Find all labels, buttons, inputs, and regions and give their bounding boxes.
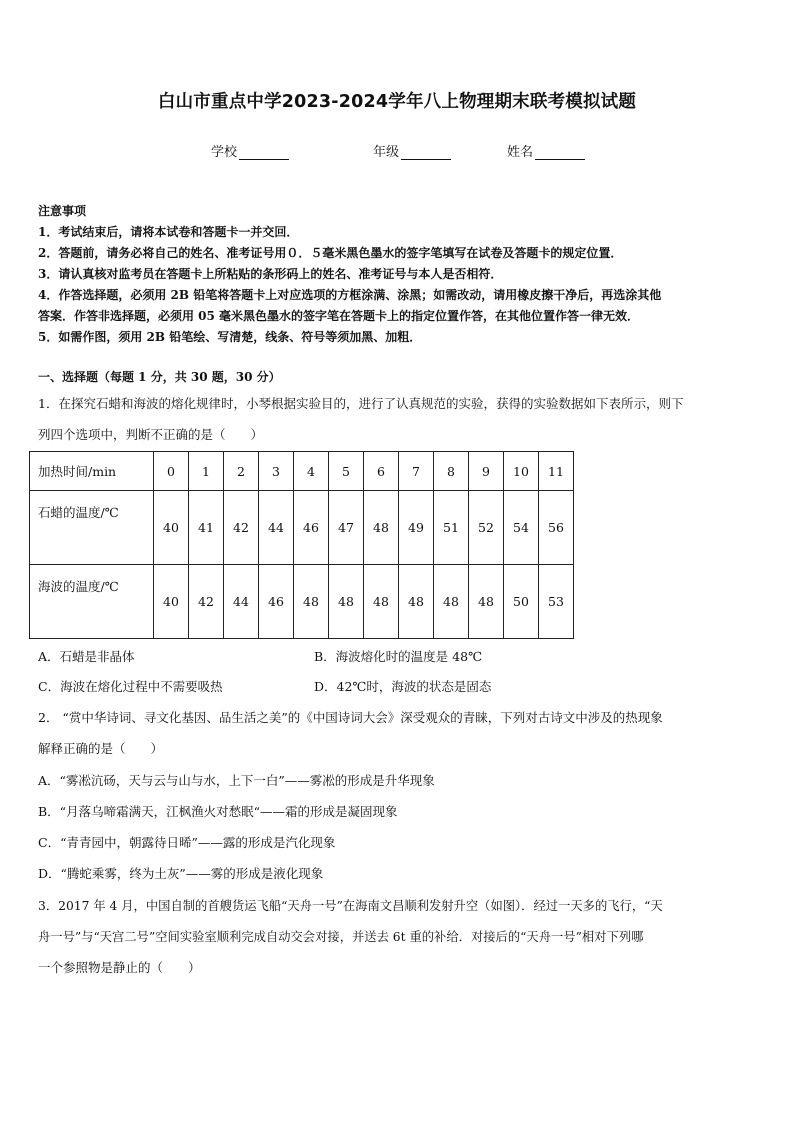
table-cell: 47 (329, 491, 364, 565)
notes-heading: 注意事项 (38, 204, 87, 218)
table-cell: 0 (154, 452, 189, 491)
table-cell: 40 (154, 491, 189, 565)
hypo-label: 海波的温度/℃ (38, 579, 119, 594)
q2-stem-line2: 解释正确的是（ ） (38, 741, 164, 756)
table-cell: 56 (539, 491, 574, 565)
table-cell: 50 (504, 565, 539, 639)
school-field (211, 141, 289, 160)
note-item: 2．答题前，请务必将自己的姓名、准考证号用０．５毫米黑色墨水的签字笔填写在试卷及答题卡的规定位置． (38, 246, 623, 260)
grade-blank (401, 146, 451, 160)
q1-option-d: D．42℃时，海波的状态是固态 (314, 679, 492, 694)
name-blank (535, 146, 585, 160)
data-table (29, 451, 574, 639)
time-label: 加热时间/min (30, 452, 154, 491)
table-cell: 40 (154, 565, 189, 639)
q1-option-a: A．石蜡是非晶体 (38, 649, 135, 664)
q1-option-b: B．海波熔化时的温度是 48℃ (314, 649, 483, 664)
table-cell: 48 (329, 565, 364, 639)
table-cell: 48 (434, 565, 469, 639)
q3-stem-line1: 3．2017 年 4 月，中国自制的首艘货运飞船“天舟一号”在海南文昌顺利发射升空（如图）．经过一天多的飞行，“天 (38, 899, 663, 913)
table-row (30, 565, 574, 639)
page-title: 白山市重点中学2023-2024学年八上物理期末联考模拟试题 (157, 92, 637, 112)
paraffin-label-cell (30, 491, 154, 565)
table-cell: 48 (364, 491, 399, 565)
table-cell: 51 (434, 491, 469, 565)
q1-stem-line2: 列四个选项中，判断不正确的是（ ） (38, 427, 264, 442)
note-item: 3．请认真核对监考员在答题卡上所粘贴的条形码上的姓名、准考证号与本人是否相符． (38, 267, 503, 281)
grade-field (373, 141, 451, 160)
school-blank (239, 146, 289, 160)
table-cell: 42 (224, 491, 259, 565)
table-cell: 41 (189, 491, 224, 565)
note-item: 1．考试结束后，请将本试卷和答题卡一并交回． (38, 225, 299, 239)
table-cell: 46 (294, 491, 329, 565)
section-heading: 一、选择题（每题 1 分，共 30 题，30 分） (38, 370, 281, 384)
name-field (507, 141, 585, 160)
table-cell: 46 (259, 565, 294, 639)
grade-label: 年级 (373, 145, 400, 160)
q1-stem-line1: 1．在探究石蜡和海波的熔化规律时，小琴根据实验目的，进行了认真规范的实验，获得的实验数据如下表所示，则下 (38, 396, 684, 411)
note-item: 5．如需作图，须用 2B 铅笔绘、写清楚，线条、符号等须加黑、加粗． (38, 330, 422, 344)
table-cell: 42 (189, 565, 224, 639)
table-cell: 3 (259, 452, 294, 491)
table-cell: 53 (539, 565, 574, 639)
table-cell: 49 (399, 491, 434, 565)
table-cell: 48 (469, 565, 504, 639)
q3-stem-line2: 舟一号”与“天宫二号”空间实验室顺利完成自动交会对接，并送去 6t 重的补给．对接后的“天舟一号”相对下列哪 (38, 930, 644, 944)
hypo-label-cell (30, 565, 154, 639)
note-item: 4．作答选择题，必须用 2B 铅笔将答题卡上对应选项的方框涂满、涂黑；如需改动，请用橡皮擦干净后，再选涂其他 (38, 288, 662, 302)
paraffin-label: 石蜡的温度/℃ (38, 505, 119, 520)
table-cell: 1 (189, 452, 224, 491)
table-cell: 44 (224, 565, 259, 639)
table-cell: 6 (364, 452, 399, 491)
name-label: 姓名 (507, 145, 534, 160)
q3-stem-line3: 一个参照物是静止的（ ） (38, 960, 201, 975)
note-item: 答案．作答非选择题，必须用 05 毫米黑色墨水的签字笔在答题卡上的指定位置作答，在其他位置作答一律无效． (38, 309, 640, 323)
table-cell: 11 (539, 452, 574, 491)
q2-option-b: B．“月落乌啼霜满天，江枫渔火对愁眠“——霜的形成是凝固现象 (38, 804, 398, 819)
table-cell: 5 (329, 452, 364, 491)
table-cell: 4 (294, 452, 329, 491)
table-header-row (30, 452, 574, 491)
q2-stem-line1: 2． “赏中华诗词、寻文化基因、品生活之美”的《中国诗词大会》深受观众的青睐，下列对古诗文中涉及的热现象 (38, 710, 663, 725)
q2-option-c: C．“青青园中，朝露待日晞”——露的形成是汽化现象 (38, 835, 336, 850)
table-cell: 2 (224, 452, 259, 491)
table-cell: 52 (469, 491, 504, 565)
table-cell: 44 (259, 491, 294, 565)
table-row (30, 491, 574, 565)
q2-option-d: D．“腾蛇乘雾，终为土灰”——雾的形成是液化现象 (38, 866, 324, 881)
school-label: 学校 (211, 145, 238, 160)
table-cell: 9 (469, 452, 504, 491)
table-cell: 48 (294, 565, 329, 639)
table-cell: 8 (434, 452, 469, 491)
table-cell: 7 (399, 452, 434, 491)
table-cell: 48 (364, 565, 399, 639)
table-cell: 54 (504, 491, 539, 565)
q1-option-c: C．海波在熔化过程中不需要吸热 (38, 679, 223, 694)
table-cell: 10 (504, 452, 539, 491)
table-cell: 48 (399, 565, 434, 639)
q2-option-a: A．“雾凇沆砀，天与云与山与水，上下一白”——雾凇的形成是升华现象 (38, 773, 435, 788)
